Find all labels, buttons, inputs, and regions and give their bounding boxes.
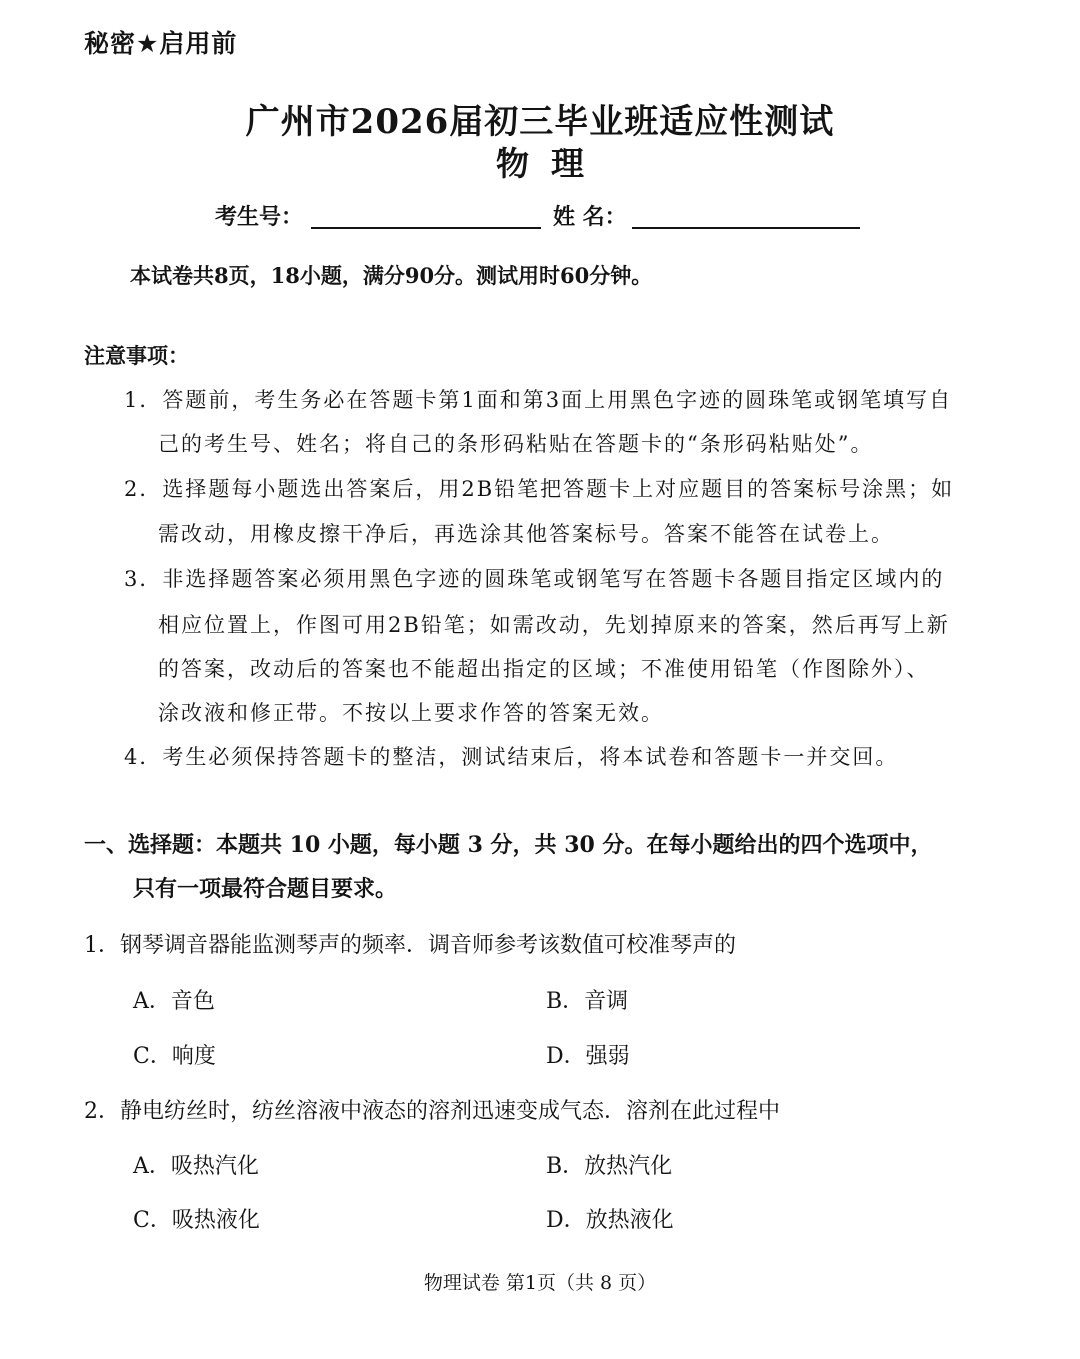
exam-title: 广州市2026届初三毕业班适应性测试 [245,102,835,142]
note-3-line-2: 相应位置上，作图可用2B铅笔；如需改动，先划掉原来的答案，然后再写上新 [158,613,950,637]
question-1-option-d: D．强弱 [546,1044,630,1069]
question-1-option-c: C．响度 [133,1044,216,1069]
name-label: 姓 名： [553,204,627,230]
exam-number-blank [311,227,541,229]
question-1-stem: 1．钢琴调音器能监测琴声的频率．调音师参考该数值可校准琴声的 [84,933,736,958]
exam-number-label: 考生号： [215,204,304,230]
notes-heading: 注意事项： [84,343,189,368]
confidential-label: 秘密★启用前 [84,29,238,58]
note-3-line-3: 的答案，改动后的答案也不能超出指定的区域；不准使用铅笔（作图除外）、 [158,657,930,681]
note-3-line-1: 3．非选择题答案必须用黑色字迹的圆珠笔或钢笔写在答题卡各题目指定区域内的 [124,567,945,591]
question-2-option-c: C．吸热液化 [133,1208,260,1233]
page-footer: 物理试卷 第1页（共 8 页） [423,1272,657,1294]
question-1-option-a: A．音色 [133,989,215,1014]
question-2-option-a: A．吸热汽化 [133,1154,259,1179]
question-1-option-b: B．音调 [546,989,629,1014]
exam-subject: 物理 [496,144,606,183]
section-1-heading-line-1: 一、选择题：本题共 10 小题，每小题 3 分，共 30 分。在每小题给出的四个选项中， [84,832,933,858]
question-2-option-d: D．放热液化 [546,1208,674,1233]
section-1-heading-line-2: 只有一项最符合题目要求。 [133,876,398,902]
note-3-line-4: 涂改液和修正带。不按以上要求作答的答案无效。 [158,701,664,725]
name-blank [632,227,860,229]
question-2-stem: 2．静电纺丝时，纺丝溶液中液态的溶剂迅速变成气态．溶剂在此过程中 [84,1099,780,1124]
note-1-line-1: 1．答题前，考生务必在答题卡第1面和第3面上用黑色字迹的圆珠笔或钢笔填写自 [124,388,953,412]
note-1-line-2: 己的考生号、姓名；将自己的条形码粘贴在答题卡的“条形码粘贴处”。 [158,432,874,456]
note-4-line-1: 4．考生必须保持答题卡的整洁，测试结束后，将本试卷和答题卡一并交回。 [124,745,899,769]
note-2-line-2: 需改动，用橡皮擦干净后，再选涂其他答案标号。答案不能答在试卷上。 [158,522,894,546]
question-2-option-b: B．放热汽化 [546,1154,673,1179]
exam-info: 本试卷共8页，18小题，满分90分。测试用时60分钟。 [130,263,653,288]
note-2-line-1: 2．选择题每小题选出答案后，用2B铅笔把答题卡上对应题目的答案标号涂黑；如 [124,477,955,501]
